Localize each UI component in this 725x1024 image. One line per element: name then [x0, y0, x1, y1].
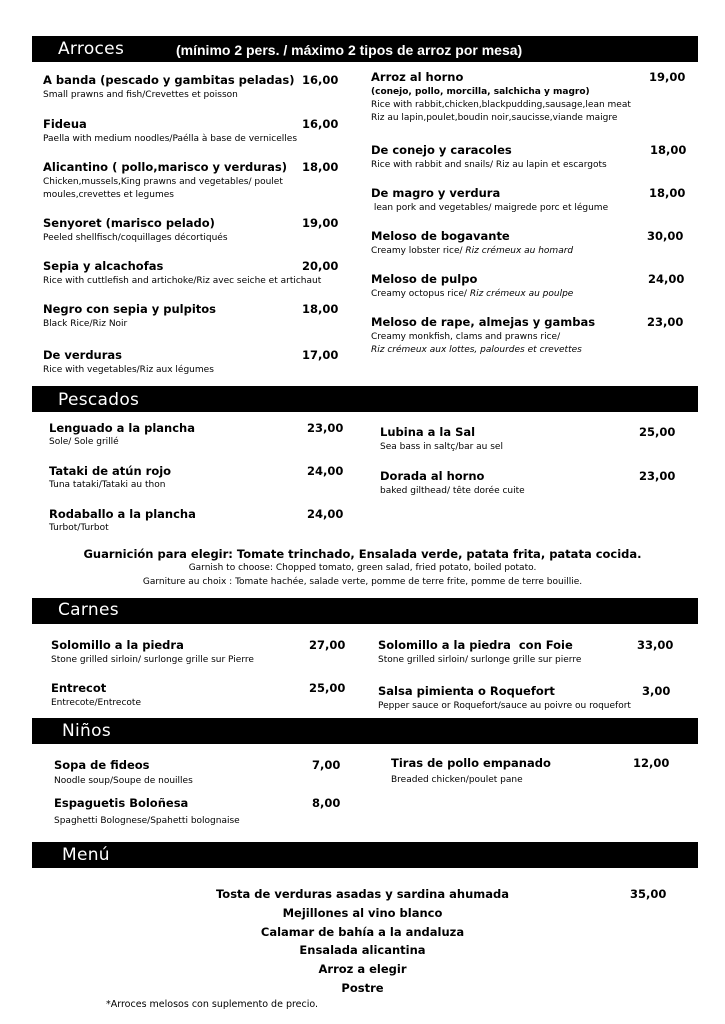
item-name: De conejo y caracoles: [371, 143, 512, 157]
item-name: Lubina a la Sal: [380, 425, 476, 439]
item-desc: baked gilthead/ tête dorée cuite: [380, 486, 525, 496]
menu-header: [32, 842, 698, 868]
item-desc: Entrecote/Entrecote: [51, 698, 141, 708]
menu-course: Mejillones al vino blanco: [282, 906, 443, 920]
item-price: 3,00: [642, 684, 671, 698]
menu-course: Ensalada alicantina: [299, 943, 426, 957]
item-desc: Rice with vegetables/Riz aux légumes: [43, 365, 214, 375]
ninos-header: [32, 718, 698, 744]
item-price: 16,00: [302, 73, 339, 87]
item-sub: (conejo, pollo, morcilla, salchicha y magro): [371, 87, 590, 97]
item-desc: Spaghetti Bolognese/Spahetti bolognaise: [54, 816, 240, 826]
menu-course: Postre: [341, 981, 384, 995]
pescados-title: Pescados: [58, 390, 140, 410]
item-price: 24,00: [307, 464, 344, 478]
carnes-header: [32, 598, 698, 624]
item-desc: Stone grilled sirloin/ surlonge grille sur pierre: [378, 655, 582, 665]
item-price: 12,00: [633, 756, 670, 770]
item-price: 19,00: [649, 70, 686, 84]
arroces-subtitle: (mínimo 2 pers. / máximo 2 tipos de arroz por mesa): [176, 42, 523, 58]
pescados-header: [32, 386, 698, 412]
item-desc-text: Creamy lobster rice/: [371, 246, 466, 256]
item-name: Entrecot: [51, 681, 107, 695]
item-desc: Black Rice/Riz Noir: [43, 319, 128, 329]
menu-course: Tosta de verduras asadas y sardina ahumada: [215, 887, 509, 901]
item-price: 18,00: [302, 302, 339, 316]
item-desc: Turbot/Turbot: [49, 523, 109, 533]
garnish-title: Guarnición para elegir: Tomate trinchado, Ensalada verde, patata frita, patata cocida.: [83, 547, 642, 561]
item-desc: Noodle soup/Soupe de nouilles: [54, 776, 193, 786]
item-name: Meloso de pulpo: [371, 272, 478, 286]
item-desc: Rice with cuttlefish and artichoke/Riz avec seiche et artichaut: [43, 276, 322, 286]
arroces-header: [32, 36, 698, 62]
arroces-title: Arroces: [58, 39, 125, 59]
menu-course: Arroz a elegir: [318, 962, 407, 976]
item-name: A banda (pescado y gambitas peladas): [43, 73, 295, 87]
item-price: 18,00: [302, 160, 339, 174]
item-name: Sepia y alcachofas: [43, 259, 164, 273]
item-name: Espaguetis Boloñesa: [54, 796, 189, 810]
item-price: 8,00: [312, 796, 341, 810]
item-desc: Peeled shellfisch/coquillages décortiqués: [43, 233, 228, 243]
item-desc: Breaded chicken/poulet pane: [391, 775, 523, 785]
garnish-fr: Garniture au choix : Tomate hachée, salade verte, pomme de terre frite, pomme de terre bouillie.: [142, 577, 583, 587]
item-desc: Paella with medium noodles/Paélla à base de vernicelles: [43, 134, 298, 144]
item-desc: Riz au lapin,poulet,boudin noir,saucisse,viande maigre: [371, 113, 618, 123]
item-desc: Small prawns and fish/Crevettes et poisson: [43, 90, 238, 100]
menu-title: Menú: [62, 845, 110, 865]
item-price: 19,00: [302, 216, 339, 230]
item-price: 33,00: [637, 638, 674, 652]
item-name: Meloso de rape, almejas y gambas: [371, 315, 596, 329]
item-price: 7,00: [312, 758, 341, 772]
item-desc: Rice with rabbit,chicken,blackpudding,sausage,lean meat: [371, 100, 631, 110]
item-name: Tiras de pollo empanado: [391, 756, 551, 770]
item-price: 25,00: [639, 425, 676, 439]
item-price: 23,00: [307, 421, 344, 435]
item-price: 23,00: [647, 315, 684, 329]
item-name: De verduras: [43, 348, 123, 362]
item-desc: [371, 288, 573, 300]
item-name: Dorada al horno: [380, 469, 485, 483]
garnish-en: Garnish to choose: Chopped tomato, green salad, fried potato, boiled potato.: [188, 563, 537, 573]
item-name: Sopa de fideos: [54, 758, 150, 772]
item-price: 23,00: [639, 469, 676, 483]
item-name: Fideua: [43, 117, 87, 131]
item-price: 16,00: [302, 117, 339, 131]
item-desc: Rice with rabbit and snails/ Riz au lapin et escargots: [371, 160, 607, 170]
item-price: 20,00: [302, 259, 339, 273]
item-price: 24,00: [307, 507, 344, 521]
item-name: Negro con sepia y pulpitos: [43, 302, 216, 316]
item-desc: lean pork and vegetables/ maigrede porc et légume: [371, 203, 609, 213]
item-price: 18,00: [649, 186, 686, 200]
item-name: Senyoret (marisco pelado): [43, 216, 215, 230]
item-name: Meloso de bogavante: [371, 229, 510, 243]
item-desc-italic: Riz crémeux au homard: [465, 246, 574, 256]
item-desc: Tuna tataki/Tataki au thon: [49, 480, 166, 490]
item-price: 27,00: [309, 638, 346, 652]
item-price: 25,00: [309, 681, 346, 695]
item-name: Lenguado a la plancha: [49, 421, 195, 435]
item-name: Solomillo a la piedra con Foie: [378, 638, 573, 652]
item-price: 24,00: [648, 272, 685, 286]
item-desc-italic: Riz crémeux aux lottes, palourdes et crevettes: [371, 345, 582, 355]
item-price: 18,00: [650, 143, 687, 157]
item-desc-text: Creamy octopus rice/: [371, 289, 470, 299]
item-desc: Stone grilled sirloin/ surlonge grille sur Pierre: [51, 655, 254, 665]
item-price: 35,00: [630, 887, 667, 901]
item-name: Arroz al horno: [371, 70, 464, 84]
item-name: Alicantino ( pollo,marisco y verduras): [43, 160, 287, 174]
item-price: 30,00: [647, 229, 684, 243]
ninos-title: Niños: [62, 721, 111, 741]
item-desc: moules,crevettes et legumes: [43, 190, 174, 200]
item-desc: Sole/ Sole grillé: [49, 437, 119, 447]
item-desc: Sea bass in saltç/bar au sel: [380, 442, 503, 452]
item-name: De magro y verdura: [371, 186, 501, 200]
item-desc: Pepper sauce or Roquefort/sauce au poivre ou roquefort: [378, 701, 631, 711]
item-desc-italic: Riz crémeux au poulpe: [469, 289, 574, 299]
carnes-title: Carnes: [58, 600, 119, 620]
item-desc: Chicken,mussels,King prawns and vegetables/ poulet: [43, 177, 283, 187]
item-name: Tataki de atún rojo: [49, 464, 172, 478]
footnote: *Arroces melosos con suplemento de precio.: [106, 999, 319, 1010]
item-price: 17,00: [302, 348, 339, 362]
item-desc: [371, 245, 573, 257]
item-name: Solomillo a la piedra: [51, 638, 184, 652]
item-name: Salsa pimienta o Roquefort: [378, 684, 555, 698]
item-name: Rodaballo a la plancha: [49, 507, 196, 521]
item-desc: Creamy monkfish, clams and prawns rice/: [371, 332, 561, 342]
menu-course: Calamar de bahía a la andaluza: [260, 925, 465, 939]
